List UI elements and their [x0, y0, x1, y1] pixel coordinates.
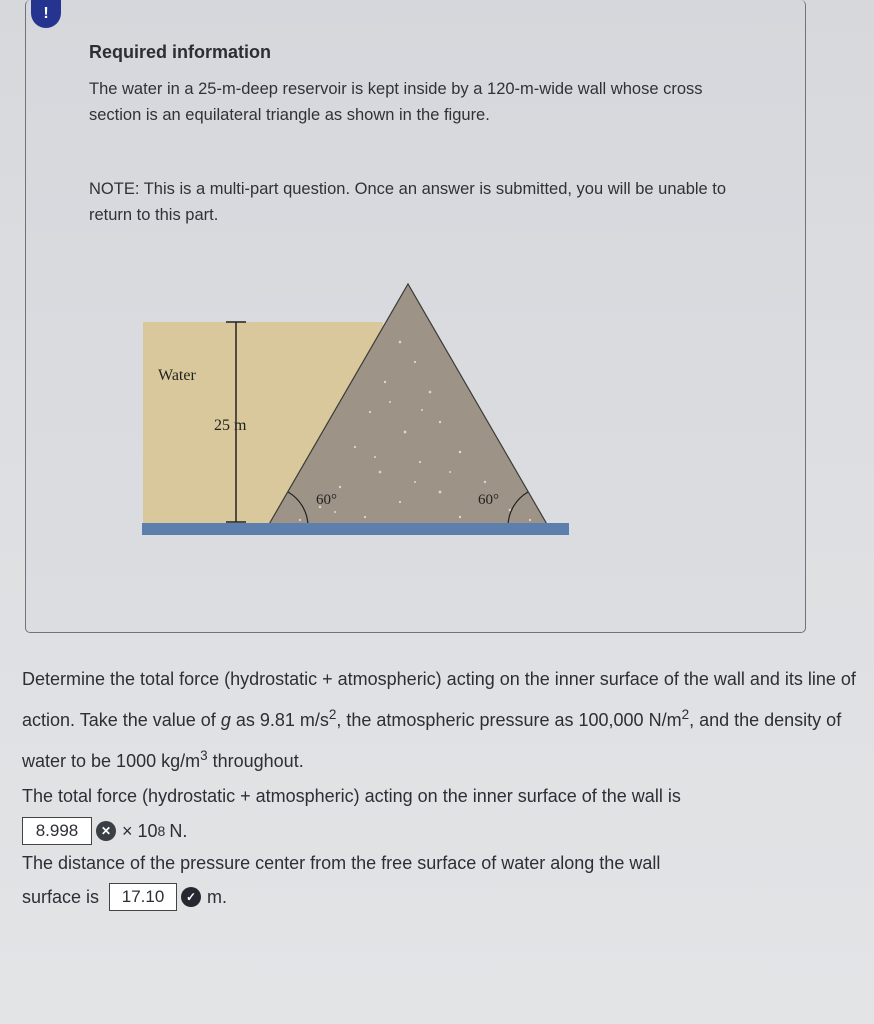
- distance-unit: m.: [207, 886, 228, 907]
- problem-description: The water in a 25-m-deep reservoir is kept inside by a 120-m-wide wall whose cross section is an equilateral triangle as shown in the figure.: [89, 80, 703, 124]
- question-text: Determine the total force (hydrostatic + atmospheric) acting on the inner surface of the wall and its line of action. Take the value of g as 9.81 $m/s^2$, the atmospheric pressure as 100,000 $N/m^2$, and the density of water to be 1000 $kg/m^3$ throughout.: [22, 669, 856, 771]
- incorrect-icon: ✕: [96, 821, 116, 841]
- force-multiplier: × 10: [122, 820, 158, 841]
- right-angle-label: 60°: [478, 492, 499, 508]
- force-prompt: The total force (hydrostatic + atmospheric) acting on the inner surface of the wall is: [22, 786, 681, 806]
- ground-base: [142, 523, 569, 535]
- correct-icon: ✓: [181, 887, 201, 907]
- reservoir-dam-figure: [140, 282, 572, 544]
- force-answer-row: [22, 817, 187, 845]
- water-label: Water: [158, 367, 196, 384]
- distance-prefix: surface is: [22, 886, 100, 907]
- multipart-note: NOTE: This is a multi-part question. Once an answer is submitted, you will be unable to return to this part.: [89, 180, 727, 224]
- distance-answer-input[interactable]: 17.10: [109, 883, 177, 911]
- alert-icon: !: [31, 0, 61, 28]
- panel-title: Required information: [89, 42, 272, 62]
- distance-answer-row: [22, 883, 227, 911]
- force-unit: N.: [169, 820, 188, 841]
- force-exponent: 8: [157, 823, 166, 839]
- depth-label: 25 m: [214, 417, 247, 434]
- left-angle-label: 60°: [316, 492, 337, 508]
- distance-prompt: The distance of the pressure center from the free surface of water along the wall: [22, 853, 661, 873]
- force-answer-input[interactable]: 8.998: [22, 817, 92, 845]
